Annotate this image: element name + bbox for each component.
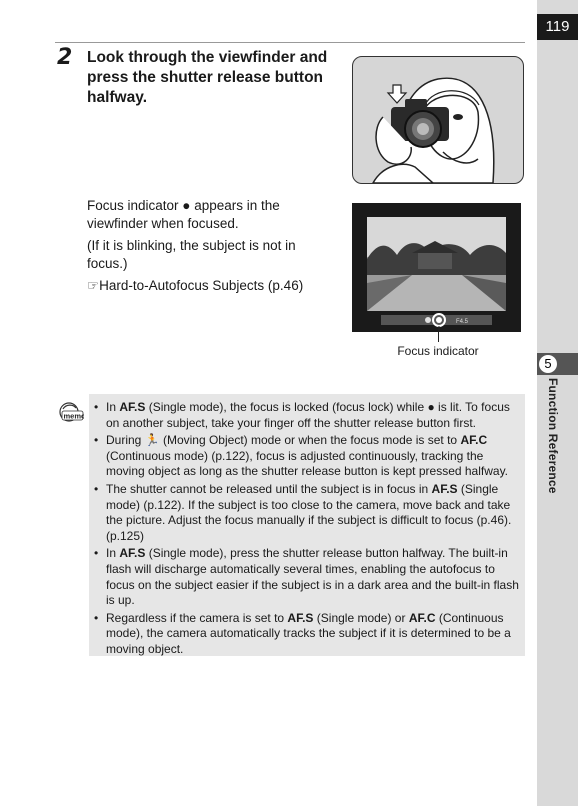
chapter-title: Function Reference bbox=[546, 378, 560, 494]
viewfinder-readout: F4.5 bbox=[456, 319, 469, 325]
page-number: 119 bbox=[537, 14, 578, 40]
focus-indicator-caption: Focus indicator bbox=[397, 344, 479, 358]
memo-item: • During 🏃 (Moving Object) mode or when the focus mode is set to AF.C (Continuous mode) (p.122), focus is adjusted continuously, tracking the moving object as long as the shutter release button is kept pressed halfway. bbox=[92, 433, 520, 480]
chapter-number: 5 bbox=[539, 355, 557, 373]
memo-item: • In AF.S (Single mode), the focus is locked (focus lock) while ● is lit. To focus on another subject, take your finger off the shutter release button first. bbox=[92, 400, 520, 431]
memo-list bbox=[92, 400, 520, 660]
body-paragraph: Focus indicator ● appears in the viewfinder when focused. bbox=[87, 198, 280, 231]
step-title: Look through the viewfinder and press the shutter release button halfway. bbox=[87, 49, 328, 106]
section-divider bbox=[55, 42, 525, 43]
body-paragraph: (If it is blinking, the subject is not in focus.) bbox=[87, 238, 296, 271]
memo-item: • The shutter cannot be released until the subject is in focus in AF.S (Single mode) (p.122). If the subject is too close to the camera, move back and take the picture. Adjust the focus manually if the subject is difficult to focus (p.46). (p.125) bbox=[92, 482, 520, 544]
body-paragraph: ☞Hard-to-Autofocus Subjects (p.46) bbox=[87, 278, 304, 293]
viewfinder-image bbox=[352, 203, 521, 332]
memo-icon bbox=[58, 401, 84, 428]
memo-item: • In AF.S (Single mode), press the shutter release button halfway. The built-in flash will discharge automatically several times, enabling the autofocus to focus on the subject easier if the subject is in a dark area and the built-in flash is up. bbox=[92, 546, 520, 608]
step-number: 2 bbox=[57, 45, 73, 70]
step-body bbox=[87, 197, 327, 299]
callout-line bbox=[438, 332, 439, 342]
memo-item: • Regardless if the camera is set to AF.S (Single mode) or AF.C (Continuous mode), the camera automatically tracks the subject if it is determined to be a moving object. bbox=[92, 611, 520, 658]
memo-label: memo bbox=[63, 411, 84, 421]
viewfinder-illustration bbox=[352, 56, 524, 184]
chapter-tab bbox=[537, 353, 578, 375]
